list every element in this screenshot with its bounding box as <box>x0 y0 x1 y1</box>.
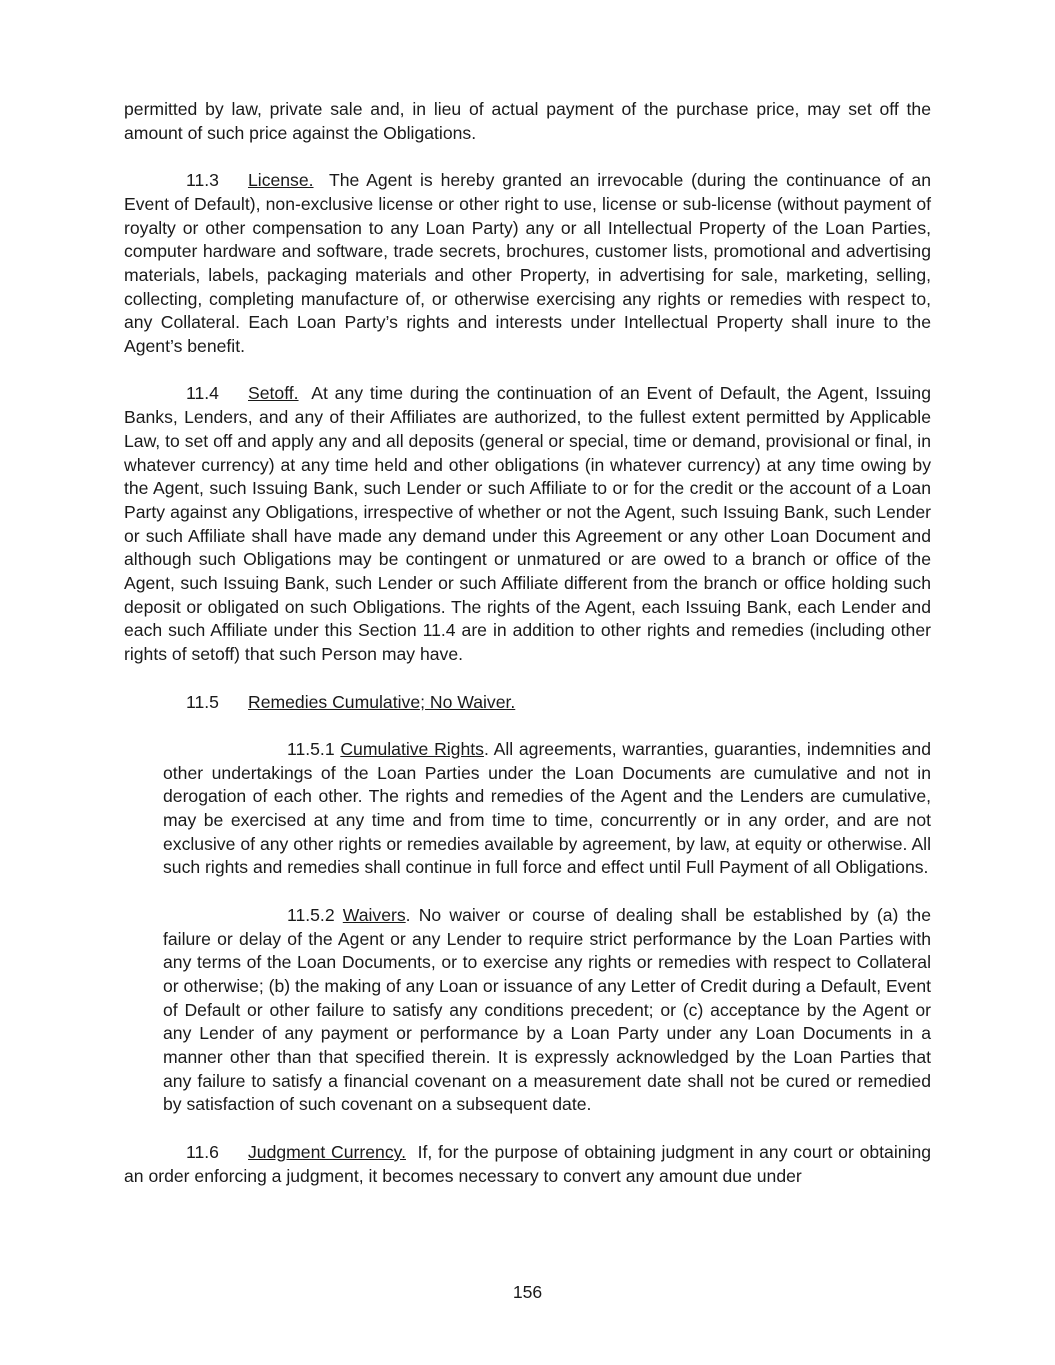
section-number: 11.6 <box>186 1141 219 1162</box>
section-heading: Judgment Currency. <box>248 1141 406 1162</box>
subsection-text: . No waiver or course of dealing shall be established by (a) the failure or delay of the Agent or any Lender to require strict performance by the Loan Parties with any terms of the Loan Documents, or to exercise any rights or remedies with respect to Collateral or otherwise; (b) the making of any Loan or issuance of any Letter of Credit during a Default, Event of Default or other failure to satisfy any conditions precedent; or (c) acceptance by the Agent or any Lender of any payment or performance by a Loan Party under any Loan Documents in a manner other than that specified therein. It is expressly acknowledged by the Loan Parties that any failure to satisfy a financial covenant on a measurement date shall not be cured or remedied by satisfaction of such covenant on a subsequent date. <box>163 904 932 1115</box>
section-number: 11.4 <box>186 383 219 404</box>
section-text: The Agent is hereby granted an irrevocable (during the continuance of an Event of Default), non-exclusive license or other right to use, license or sub-license (without payment of royalty or other compensation to any Loan Party) any or all Intellectual Property of the Loan Parties, computer hardware and software, trade secrets, brochures, customer lists, promotional and advertising materials, labels, packaging materials and other Property, in advertising for sale, marketing, selling, collecting, completing manufacture of, or otherwise exercising any rights or remedies with respect to, any Collateral. Each Loan Party’s rights and interests under Intellectual Property shall inure to the Agent’s benefit. <box>124 170 931 357</box>
section-text: At any time during the continuation of an Event of Default, the Agent, Issuing Banks, Lenders, and any of their Affiliates are authorized, to the fullest extent permitted by Applicable Law, to set off and apply any and all deposits (general or special, time or demand, provisional or final, in whatever currency) at any time held and other obligations (in whatever currency) at any time owing by the Agent, such Issuing Bank, such Lender or such Affiliate to or for the credit or the account of a Loan Party against any Obligations, irrespective of whether or not the Agent, such Issuing Bank, such Lender or such Affiliate shall have made any demand under this Agreement or any other Loan Document and although such Obligations may be contingent or unmatured or are owed to a branch or office of the Agent, such Issuing Bank, such Lender or such Affiliate different from the branch or office holding such deposit or obligated on such Obligations. The rights of the Agent, each Issuing Bank, each Lender and each such Affiliate under this Section 11.4 are in addition to other rights and remedies (including other rights of setoff) that such Person may have. <box>124 383 931 665</box>
section-number: 11.3 <box>186 170 219 191</box>
continued-paragraph: permitted by law, private sale and, in lieu of actual payment of the purchase price, may set off the amount of such price against the Obligations. <box>124 99 931 143</box>
section-11-5-1 <box>163 738 931 880</box>
section-11-4 <box>124 382 931 666</box>
section-heading: Setoff. <box>248 383 299 404</box>
section-11-5 <box>124 691 931 715</box>
subsection-heading: Waivers <box>342 904 406 925</box>
section-heading: License. <box>248 170 314 191</box>
subsection-heading: Cumulative Rights <box>340 738 484 759</box>
section-text: If, for the purpose of obtaining judgment in any court or obtaining an order enforcing a judgment, it becomes necessary to convert any amount due under <box>124 1141 932 1186</box>
section-11-3 <box>124 169 931 359</box>
subsection-number: 11.5.1 <box>287 738 335 759</box>
subsection-number: 11.5.2 <box>287 904 335 925</box>
subsection-text: . All agreements, warranties, guaranties, indemnities and other undertakings of the Loan Parties under the Loan Documents are cumulative and not in derogation of each other. The rights and remedies of the Agent and the Lenders are cumulative, may be exercised at any time and from time to time, concurrently or in any order, and are not exclusive of any other rights or remedies available by agreement, by law, at equity or otherwise. All such rights and remedies shall continue in full force and effect until Full Payment of all Obligations. <box>163 738 932 878</box>
section-11-5-2 <box>163 904 931 1117</box>
section-11-6 <box>124 1141 931 1188</box>
section-number: 11.5 <box>186 691 219 712</box>
section-heading: Remedies Cumulative; No Waiver. <box>248 691 516 712</box>
document-body <box>124 98 931 1188</box>
page-number: 156 <box>512 1282 543 1302</box>
